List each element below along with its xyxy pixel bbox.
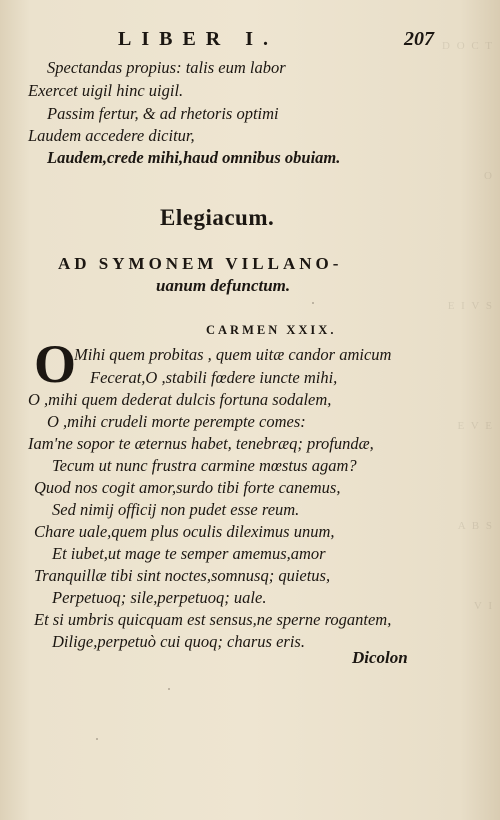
poem-line: Tranquillæ tibi sint noctes,somnusq; quietus,	[34, 566, 331, 585]
poem-line: Et si umbris quicquam est sensus,ne sperne rogantem,	[34, 610, 392, 629]
poem-line: O ,mihi crudeli morte perempte comes:	[47, 412, 306, 431]
paper-speck	[168, 688, 170, 690]
poem-line: Perpetuoq; sile,perpetuoq; uale.	[52, 588, 267, 607]
poem-line: Fecerat,O ,stabili fœdere iuncte mihi,	[90, 368, 338, 387]
poem-line: O ,mihi quem dederat dulcis fortuna sodalem,	[28, 390, 332, 409]
page-header	[0, 26, 500, 54]
catchword: Dicolon	[352, 648, 408, 667]
verse-line: Exercet uigil hinc uigil.	[28, 81, 184, 100]
paper-speck	[312, 302, 314, 304]
dedication-line-1: AD SYMONEM VILLANO-	[58, 254, 343, 273]
poem-line: Et iubet,ut mage te semper amemus,amor	[52, 544, 326, 563]
verse-line: Spectandas propius: talis eum labor	[47, 58, 286, 77]
poem-line: Iam'ne sopor te æternus habet, tenebræq; profundæ,	[28, 434, 374, 453]
poem-line: Quod nos cogit amor,surdo tibi forte canemus,	[34, 478, 341, 497]
poem-line: Sed nimij officij non pudet esse reum.	[52, 500, 300, 519]
carmen-heading: CARMEN XXIX.	[206, 323, 337, 337]
dedication-line-2: uanum defunctum.	[156, 276, 291, 295]
poem-title: Elegiacum.	[160, 205, 275, 230]
poem-line: Chare uale,quem plus oculis dileximus unum,	[34, 522, 335, 541]
drop-cap: O	[34, 334, 77, 394]
verse-line: Passim fertur, & ad rhetoris optimi	[47, 104, 279, 123]
page-number: 207	[404, 28, 434, 50]
poem-line: Dilige,perpetuò cui quoq; charus eris.	[52, 632, 305, 651]
paper-speck	[96, 738, 98, 740]
show-through-bleed: D O C T O E I V S E V E A B S V I	[442, 40, 494, 612]
poem-line: Tecum ut nunc frustra carmine mœstus agam?	[52, 456, 357, 475]
verse-line: Laudem accedere dicitur,	[28, 126, 195, 145]
poem-line: Mihi quem probitas , quem uitæ candor amicum	[74, 345, 392, 364]
running-head: LIBER I.	[118, 28, 279, 50]
verse-line: Laudem,crede mihi,haud omnibus obuiam.	[47, 148, 341, 167]
